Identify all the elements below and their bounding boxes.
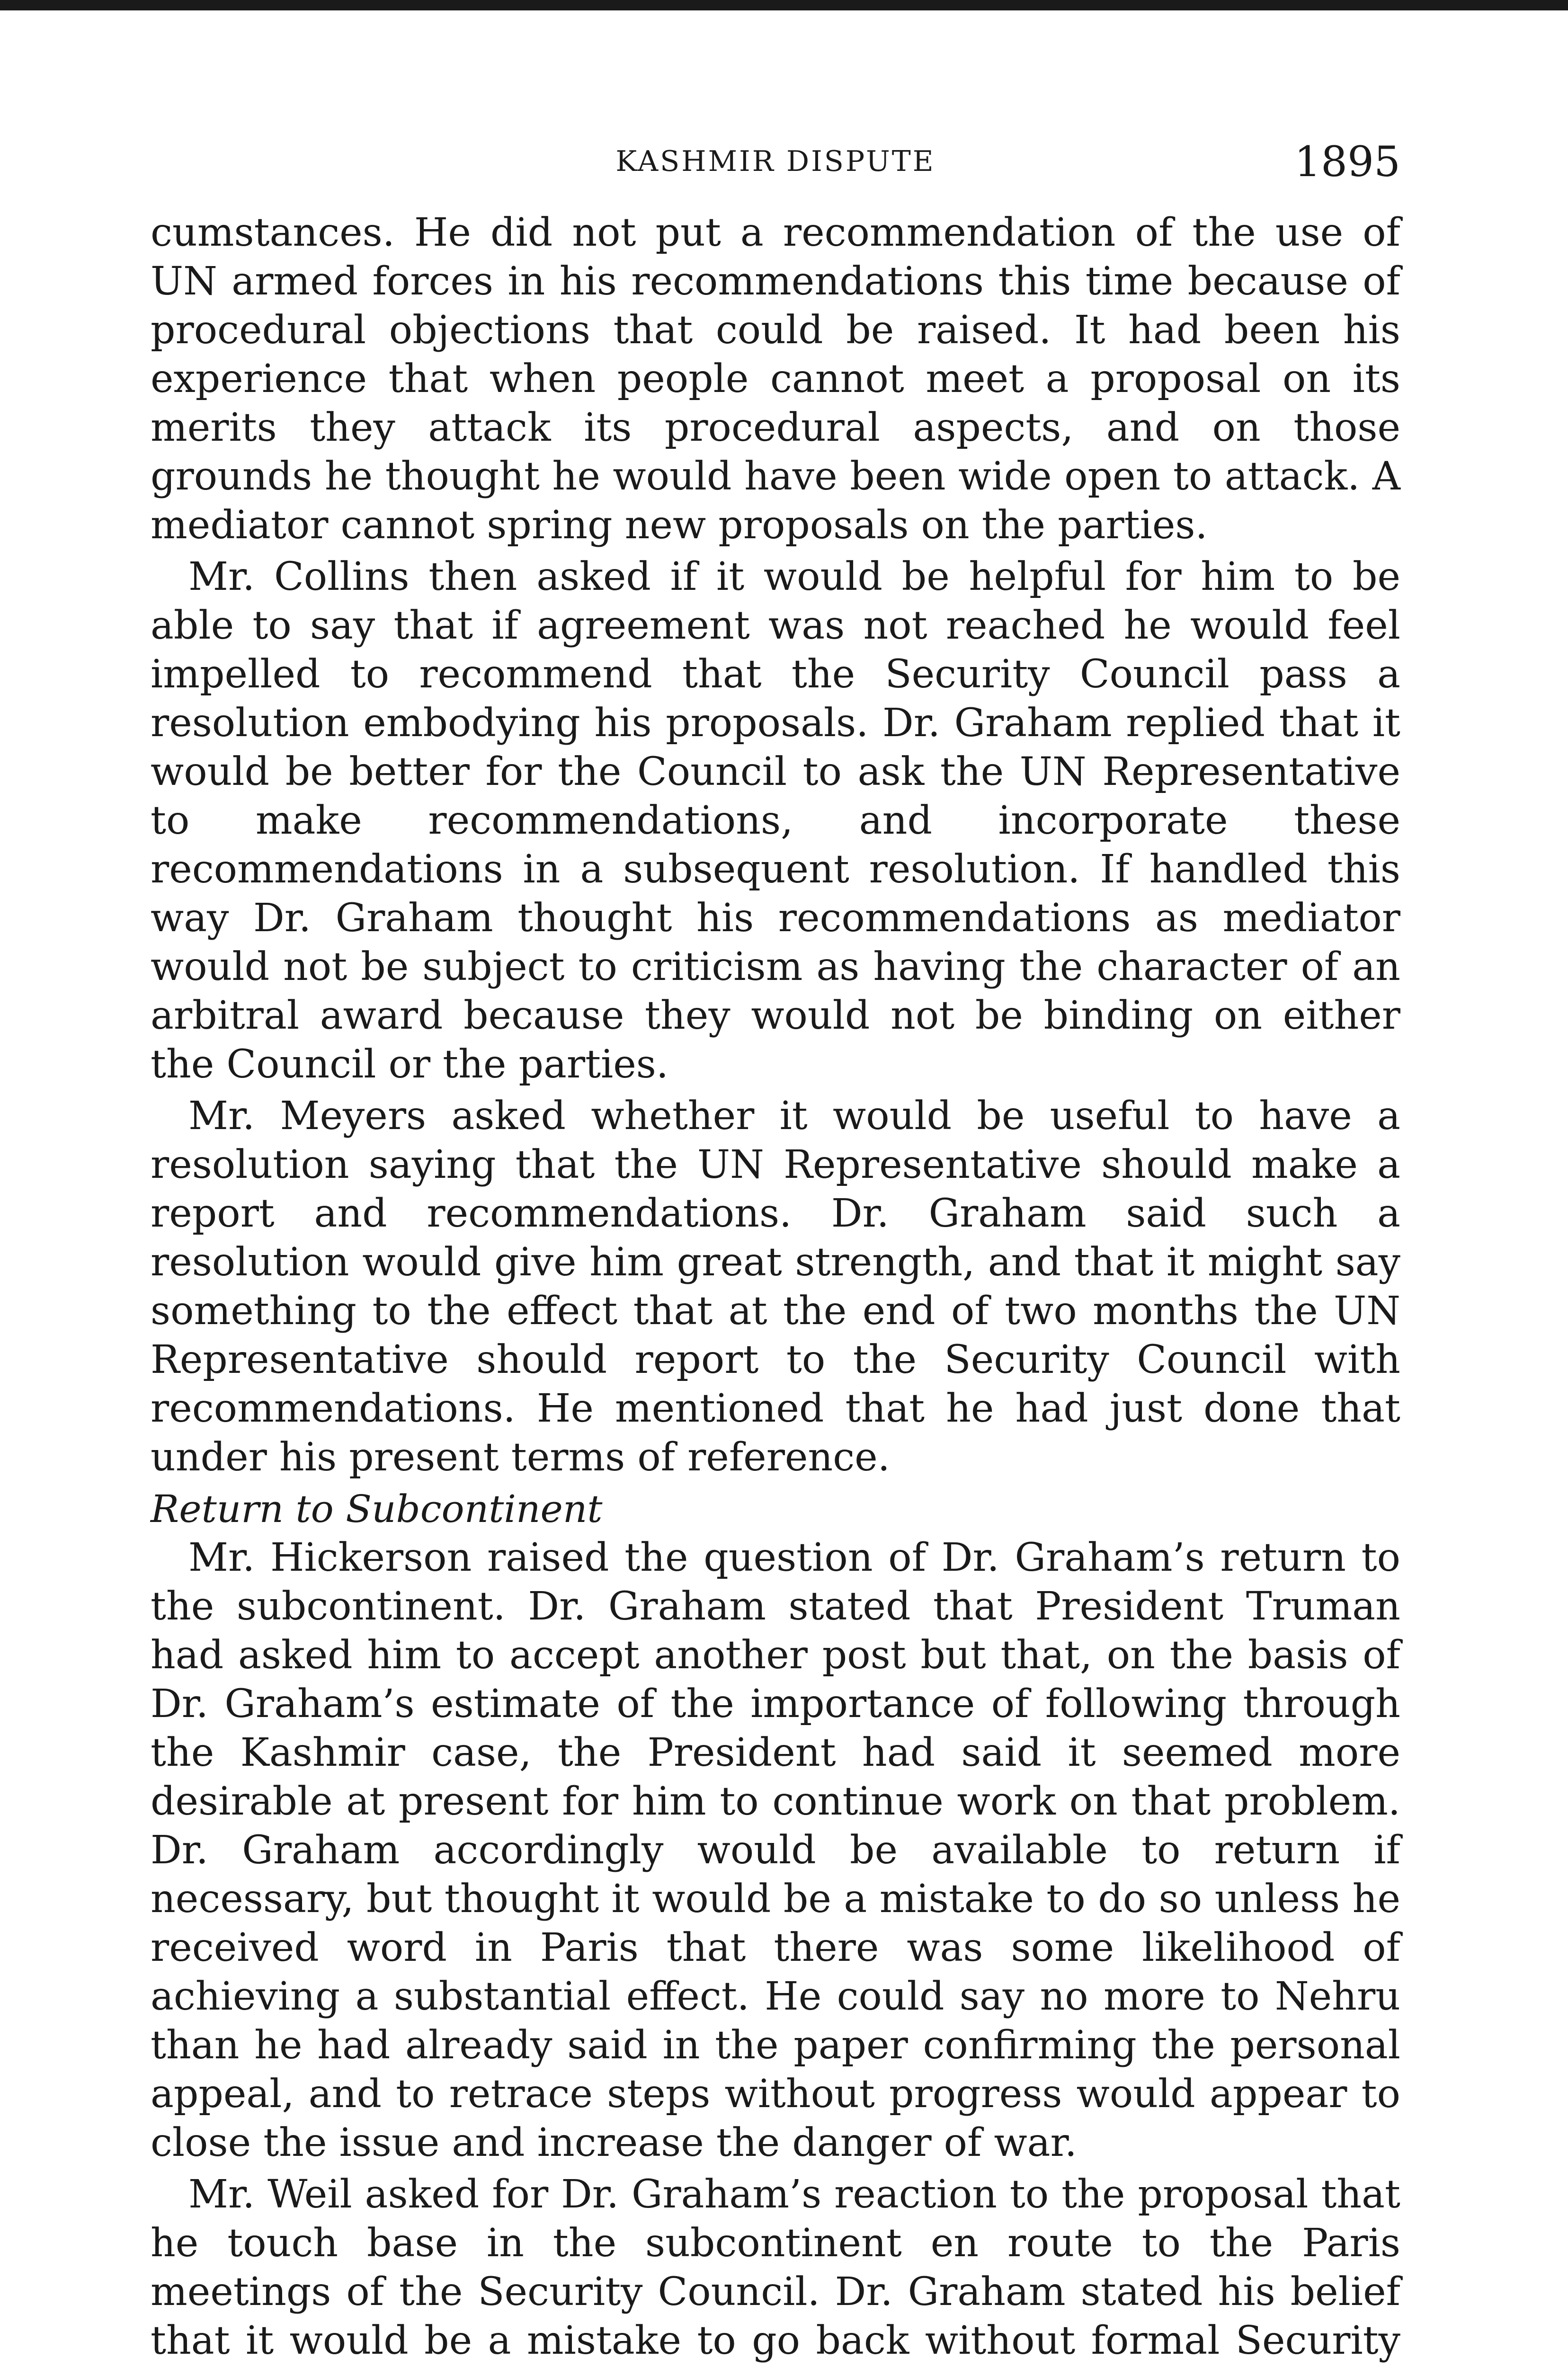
paragraph-continuation: cumstances. He did not put a recommendation of the use of UN armed forces in his recommendations this time because of procedural objections that could be raised. It had been his experience that when people cannot meet a proposal on its merits they attack its procedural aspects, and on those grounds he thought he would have been wide open to attack. A mediator cannot spring new proposals on the parties.	[151, 210, 1400, 548]
top-border-rule	[0, 0, 1568, 10]
running-title: KASHMIR DISPUTE	[615, 145, 935, 178]
paragraph-weil-question: Mr. Weil asked for Dr. Graham’s reaction to the proposal that he touch base in the subcontinent en route to the Paris meetings of the Security Council. Dr. Graham stated his belief that it would be a mistake to go back without formal Security	[151, 2172, 1400, 2363]
section-heading: Return to Subcontinent	[151, 1487, 603, 1531]
paragraph-meyers: Mr. Meyers asked whether it would be useful to have a resolution saying that the UN Representative should make a report and recommendations. Dr. Graham said such a resolution would give him great strength, and that it might say something to the effect that at the end of two months the UN Representative should report to the Security Council with recommendations. He mentioned that he had just done that under his present terms of reference.	[151, 1094, 1400, 1480]
paragraph-hickerson: Mr. Hickerson raised the question of Dr. Graham’s return to the subcontinent. Dr. Graham stated that President Truman had asked him to accept another post but that, on the basis of Dr. Graham’s estimate of the importance of following through the Kashmir case, the President had said it seemed more desirable at present for him to continue work on that problem. Dr. Graham accordingly would be available to return if necessary, but thought it would be a mistake to do so unless he received word in Paris that there was some likelihood of achieving a substantial effect. He could say no more to Nehru than he had already said in the paper confirming the personal appeal, and to retrace steps without progress would appear to close the issue and increase the danger of war.	[151, 1535, 1400, 2165]
page-number: 1895	[1294, 137, 1400, 186]
running-head	[151, 137, 1400, 189]
body-text	[151, 208, 1400, 2367]
paragraph-collins: Mr. Collins then asked if it would be helpful for him to be able to say that if agreement was not reached he would feel impelled to recommend that the Security Council pass a resolution embodying his proposals. Dr. Graham replied that it would be better for the Council to ask the UN Representative to make recommendations, and incorporate these recommendations in a subsequent resolution. If handled this way Dr. Graham thought his recommendations as mediator would not be subject to criticism as having the character of an arbitral award because they would not be binding on either the Council or the parties.	[151, 554, 1400, 1087]
